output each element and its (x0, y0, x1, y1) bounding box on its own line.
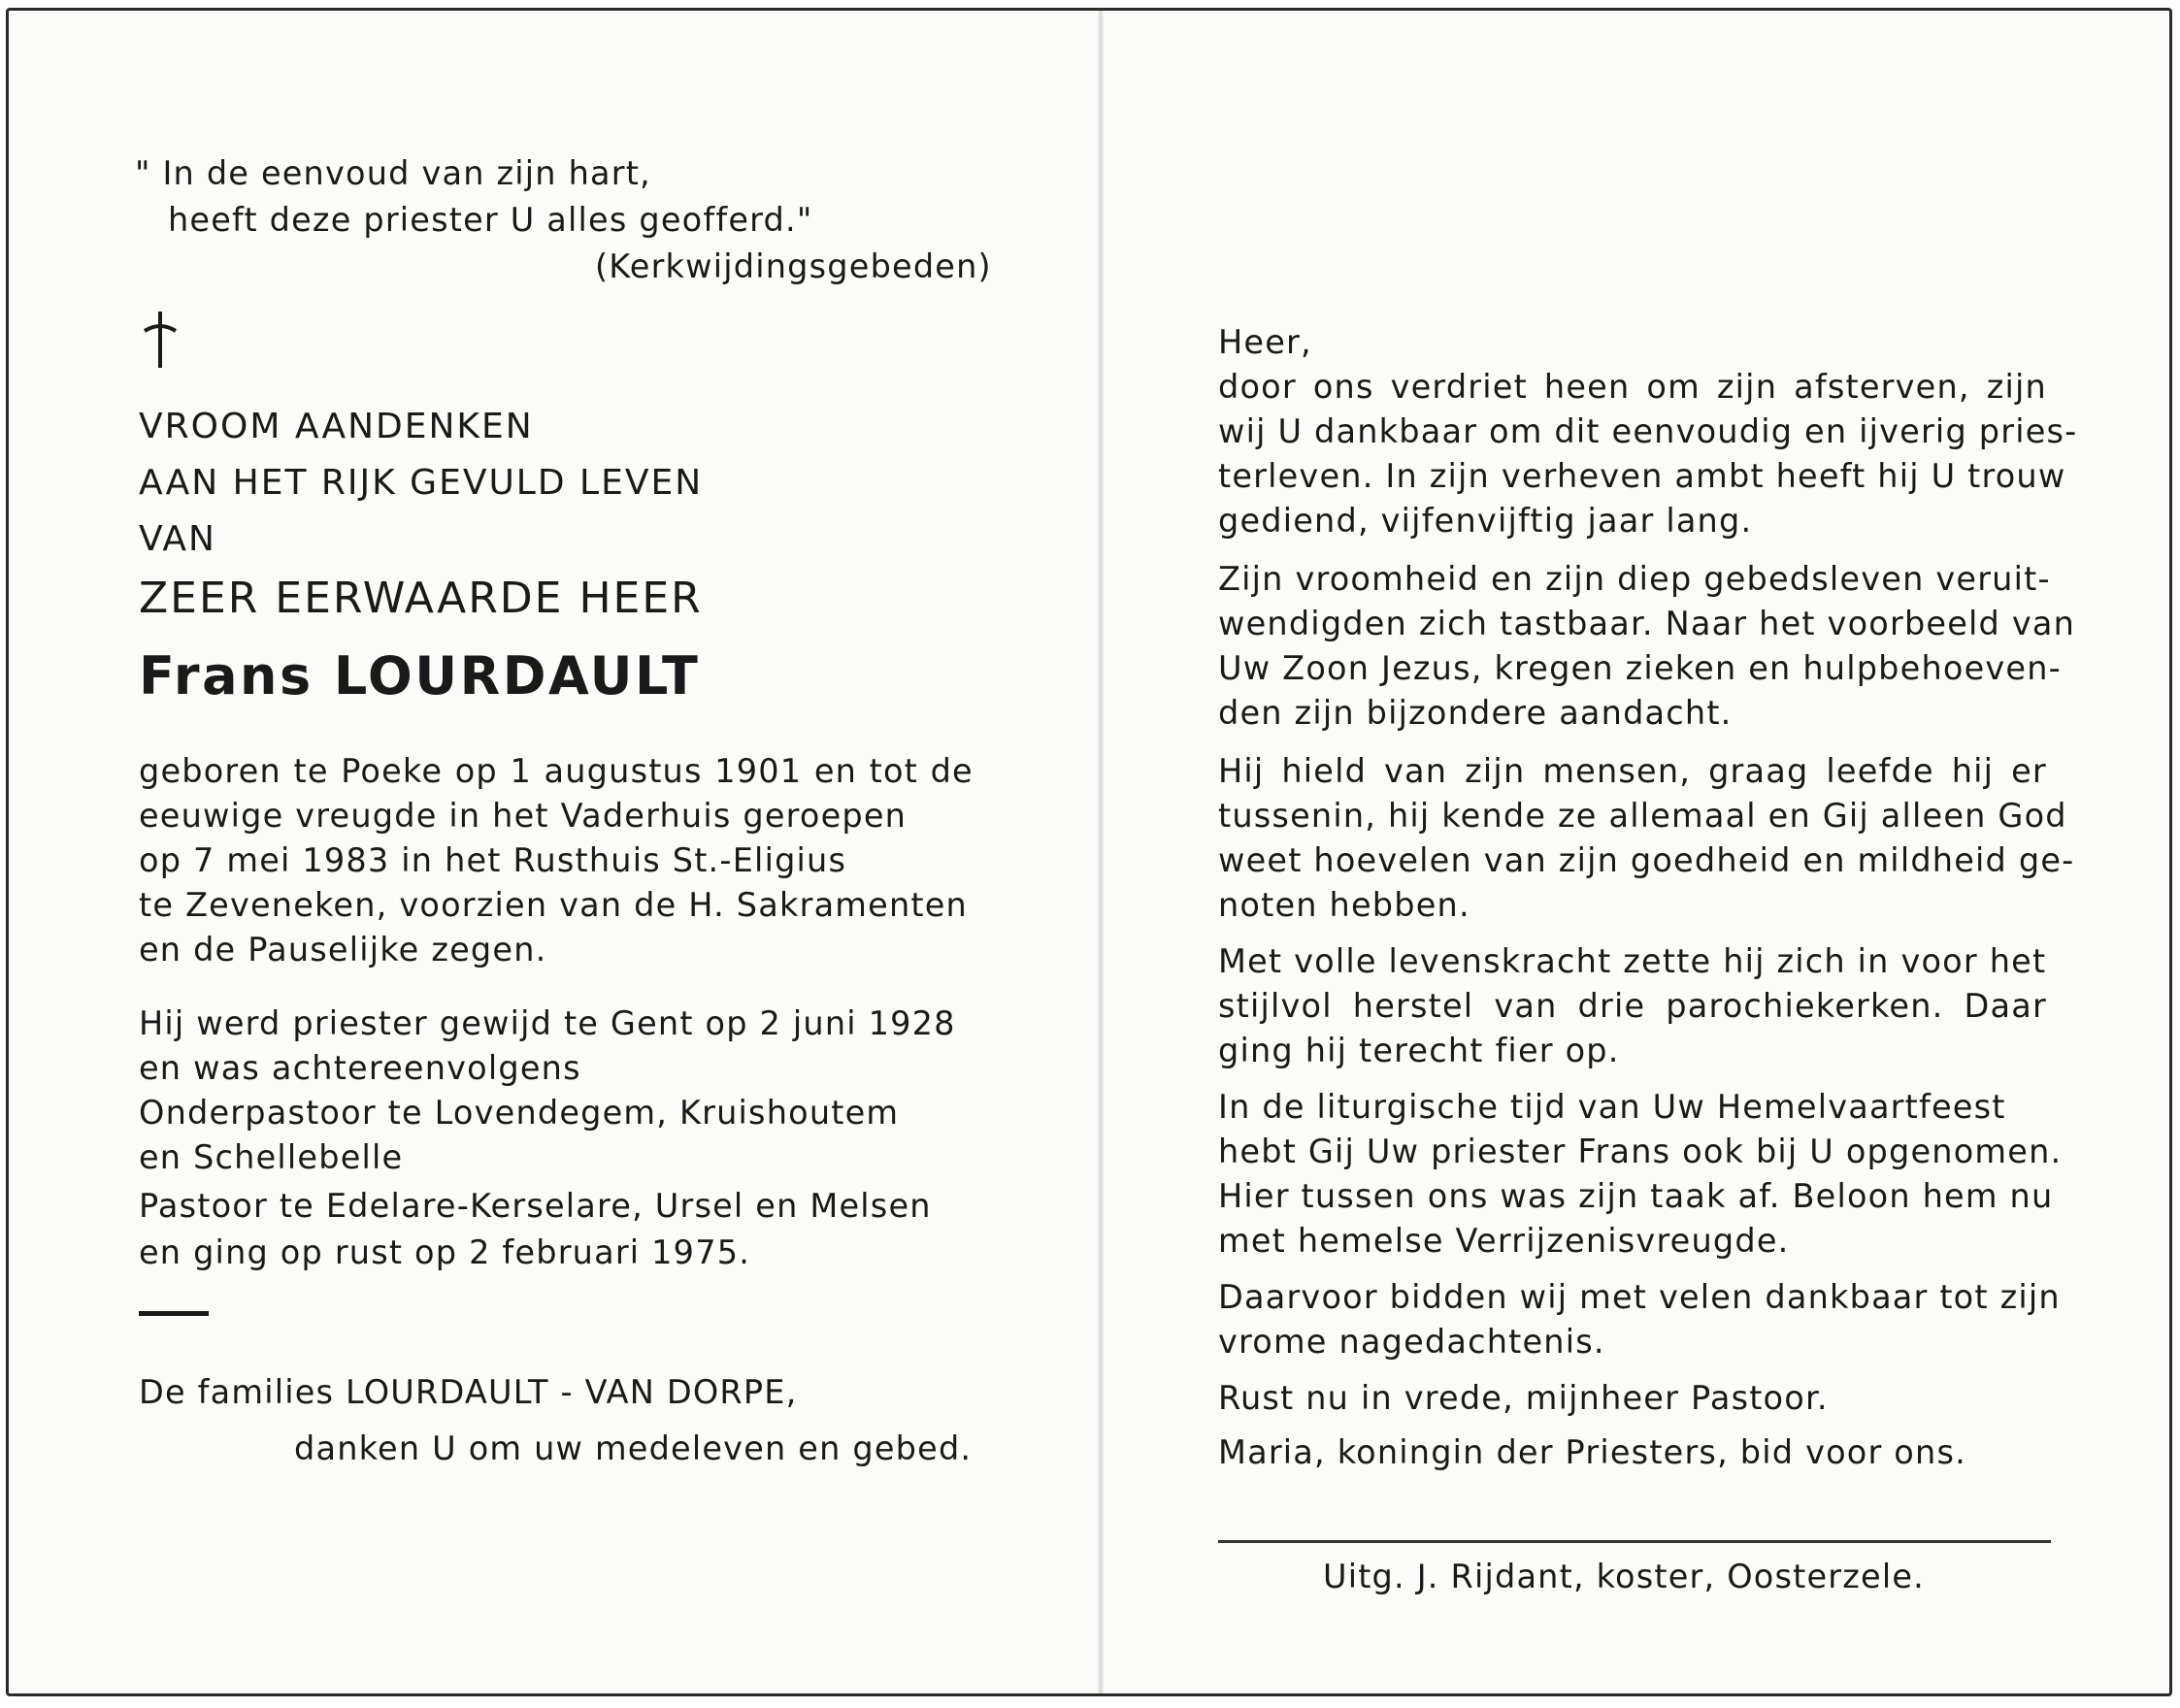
motto-line-1: " In de eenvoud van zijn hart, (135, 154, 651, 192)
career-line-3: Onderpastoor te Lovendegem, Kruishoutem (139, 1094, 900, 1132)
prayer-line: wij U dankbaar om dit eenvoudig en ijverig pries- (1218, 412, 2078, 450)
prayer-line: met hemelse Verrijzenisvreugde. (1218, 1222, 1790, 1260)
prayer-line: hebt Gij Uw priester Frans ook bij U opgenomen. (1218, 1133, 2063, 1170)
career-line-2: en was achtereenvolgens (139, 1049, 581, 1087)
heading-line-3: VAN (139, 519, 216, 559)
thanks-line: danken U om uw medeleven en gebed. (294, 1429, 973, 1467)
prayer-line: Uw Zoon Jezus, kregen zieken en hulpbehoeven- (1218, 649, 2062, 687)
publisher-line: Uitg. J. Rijdant, koster, Oosterzele. (1323, 1558, 1926, 1595)
prayer-line: weet hoevelen van zijn goedheid en mildheid ge- (1218, 841, 2075, 879)
deceased-name: Frans LOURDAULT (139, 645, 701, 706)
right-page (1104, 11, 2172, 1693)
prayer-line: Daarvoor bidden wij met velen dankbaar tot zijn (1218, 1278, 2061, 1316)
prayer-line: ging hij terecht fier op. (1218, 1032, 1620, 1069)
prayer-line: noten hebben. (1218, 886, 1470, 924)
prayer-line: Rust nu in vrede, mijnheer Pastoor. (1218, 1379, 1829, 1417)
family-line: De families LOURDAULT - VAN DORPE, (139, 1373, 798, 1411)
career-line-5: Pastoor te Edelare-Kerselare, Ursel en Melsen (139, 1187, 932, 1225)
publisher-rule (1218, 1540, 2051, 1543)
title-line: ZEER EERWAARDE HEER (139, 574, 703, 623)
prayer-line: Hij hield van zijn mensen, graag leefde hij er (1218, 752, 2047, 790)
prayer-line: terleven. In zijn verheven ambt heeft hij U trouw (1218, 457, 2066, 495)
prayer-line: wendigden zich tastbaar. Naar het voorbeeld van (1218, 605, 2076, 642)
birth-line-5: en de Pauselijke zegen. (139, 931, 547, 969)
memorial-card (6, 8, 2172, 1696)
birth-line-2: eeuwige vreugde in het Vaderhuis geroepen (139, 797, 908, 835)
prayer-line: tussenin, hij kende ze allemaal en Gij alleen God (1218, 797, 2067, 835)
prayer-line: gediend, vijfenvijftig jaar lang. (1218, 502, 1753, 540)
heading-line-1: VROOM AANDENKEN (139, 407, 534, 446)
separator-dash (139, 1311, 209, 1316)
prayer-line: vrome nagedachtenis. (1218, 1323, 1605, 1361)
prayer-line: Maria, koningin der Priesters, bid voor ons. (1218, 1433, 1966, 1471)
prayer-line: door ons verdriet heen om zijn afsterven, zijn (1218, 368, 2047, 406)
prayer-line: Zijn vroomheid en zijn diep gebedsleven veruit- (1218, 560, 2051, 598)
prayer-line: den zijn bijzondere aandacht. (1218, 694, 1733, 732)
motto-line-2: heeft deze priester U alles geofferd." (168, 201, 813, 239)
left-page (9, 11, 1098, 1693)
career-line-1: Hij werd priester gewijd te Gent op 2 juni 1928 (139, 1004, 956, 1042)
birth-line-3: op 7 mei 1983 in het Rusthuis St.-Eligius (139, 841, 847, 879)
career-line-4: en Schellebelle (139, 1138, 404, 1176)
heading-line-2: AAN HET RIJK GEVULD LEVEN (139, 463, 704, 503)
prayer-line: Hier tussen ons was zijn taak af. Beloon hem nu (1218, 1177, 2054, 1215)
prayer-line: Met volle levenskracht zette hij zich in voor het (1218, 942, 2047, 980)
prayer-line: Heer, (1218, 323, 1312, 361)
career-line-6: en ging op rust op 2 februari 1975. (139, 1233, 751, 1271)
motto-source: (Kerkwijdingsgebeden) (595, 247, 992, 285)
prayer-line: stijlvol herstel van drie parochiekerken. Daar (1218, 987, 2047, 1025)
prayer-line: In de liturgische tijd van Uw Hemelvaartfeest (1218, 1088, 2006, 1126)
birth-line-1: geboren te Poeke op 1 augustus 1901 en tot de (139, 752, 974, 790)
birth-line-4: te Zeveneken, voorzien van de H. Sakramenten (139, 886, 968, 924)
cross-icon (141, 308, 180, 372)
